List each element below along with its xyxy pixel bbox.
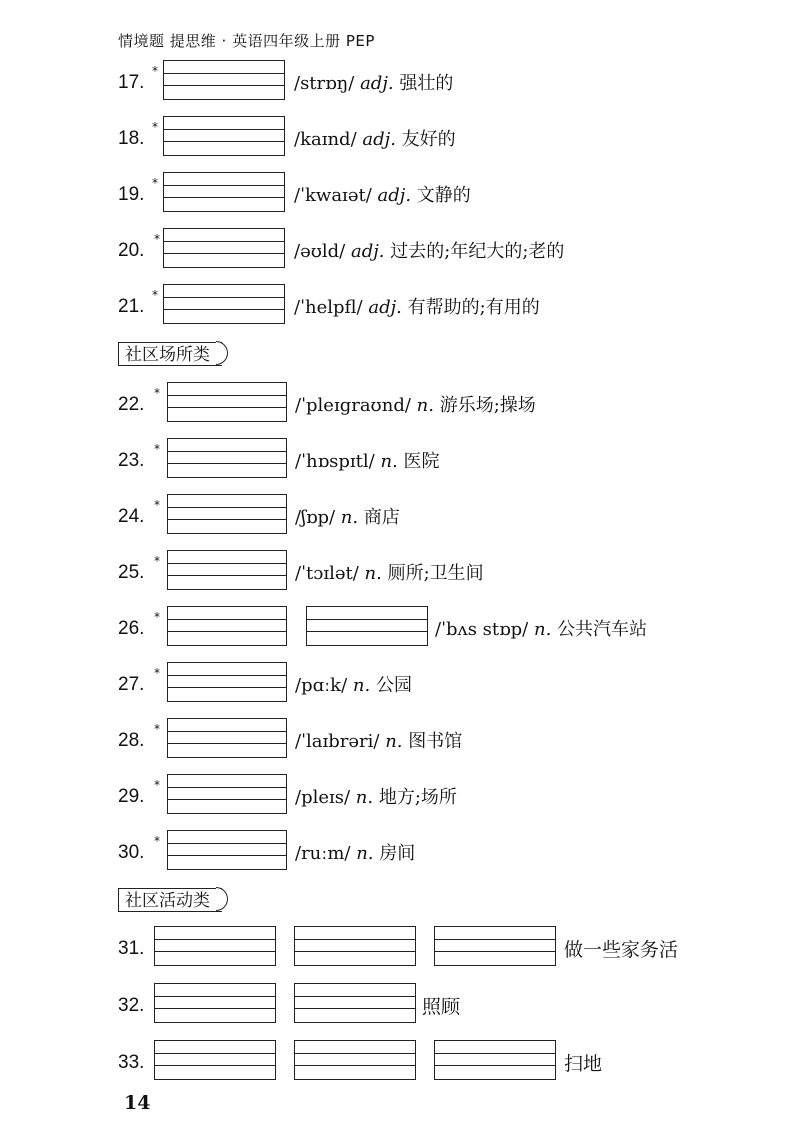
definition: /ˈlaɪbrəri/ n. 图书馆	[295, 731, 463, 752]
item-number: 17.	[118, 72, 145, 93]
star-mark: *	[154, 232, 160, 246]
star-mark: *	[154, 554, 160, 568]
answer-box[interactable]	[154, 983, 276, 1023]
definition: /ruːm/ n. 房间	[295, 843, 416, 864]
vocab-item-24	[0, 494, 800, 540]
item-number: 21.	[118, 296, 145, 317]
category-community-places: 社区场所类	[118, 342, 222, 366]
star-mark: *	[152, 64, 158, 78]
item-number: 30.	[118, 842, 145, 863]
item-number: 22.	[118, 394, 145, 415]
star-mark: *	[154, 722, 160, 736]
item-number: 29.	[118, 786, 145, 807]
star-mark: *	[152, 176, 158, 190]
answer-box[interactable]	[154, 1040, 276, 1080]
vocab-item-25	[0, 550, 800, 596]
star-mark: *	[152, 120, 158, 134]
answer-box[interactable]	[294, 983, 416, 1023]
answer-box[interactable]	[163, 284, 285, 324]
answer-box[interactable]	[167, 606, 287, 646]
vocab-item-17	[0, 60, 800, 106]
page-header: 情境题 提思维 · 英语四年级上册 PEP	[118, 32, 375, 50]
vocab-item-23	[0, 438, 800, 484]
answer-box[interactable]	[163, 228, 285, 268]
answer-box[interactable]	[167, 550, 287, 590]
vocab-item-30	[0, 830, 800, 876]
phrase-item-31	[0, 926, 800, 972]
vocab-item-29	[0, 774, 800, 820]
item-number: 24.	[118, 506, 145, 527]
answer-box[interactable]	[434, 1040, 556, 1080]
star-mark: *	[154, 386, 160, 400]
answer-box[interactable]	[167, 438, 287, 478]
meaning: 扫地	[564, 1053, 603, 1075]
phrase-item-33	[0, 1040, 800, 1086]
definition: /ˈkwaɪət/ adj. 文静的	[294, 185, 471, 206]
definition: /ˈtɔɪlət/ n. 厕所;卫生间	[295, 563, 484, 584]
definition: /ˈbʌs stɒp/ n. 公共汽车站	[435, 619, 648, 640]
answer-box[interactable]	[163, 116, 285, 156]
meaning: 照顾	[422, 996, 461, 1018]
item-number: 27.	[118, 674, 145, 695]
item-number: 28.	[118, 730, 145, 751]
star-mark: *	[154, 442, 160, 456]
page-number: 14	[124, 1092, 151, 1114]
answer-box[interactable]	[294, 1040, 416, 1080]
star-mark: *	[152, 288, 158, 302]
definition: /ˈhɒspɪtl/ n. 医院	[295, 451, 440, 472]
category-community-activities: 社区活动类	[118, 888, 222, 912]
vocab-item-22	[0, 382, 800, 428]
star-mark: *	[154, 834, 160, 848]
star-mark: *	[154, 610, 160, 624]
definition: /strɒŋ/ adj. 强壮的	[294, 73, 454, 94]
definition: /ˈhelpfl/ adj. 有帮助的;有用的	[294, 297, 540, 318]
answer-box[interactable]	[163, 60, 285, 100]
definition: /pleɪs/ n. 地方;场所	[295, 787, 457, 808]
vocab-item-20	[0, 228, 800, 274]
answer-box[interactable]	[167, 830, 287, 870]
item-number: 20.	[118, 240, 145, 261]
item-number: 25.	[118, 562, 145, 583]
answer-box[interactable]	[167, 774, 287, 814]
definition: /pɑːk/ n. 公园	[295, 675, 412, 696]
vocab-item-19	[0, 172, 800, 218]
vocab-item-27	[0, 662, 800, 708]
phrase-item-32	[0, 983, 800, 1029]
item-number: 18.	[118, 128, 145, 149]
vocab-item-21	[0, 284, 800, 330]
answer-box[interactable]	[294, 926, 416, 966]
item-number: 26.	[118, 618, 145, 639]
item-number: 32.	[118, 995, 145, 1016]
definition: /ˈpleɪgraʊnd/ n. 游乐场;操场	[295, 395, 536, 416]
answer-box[interactable]	[167, 718, 287, 758]
star-mark: *	[154, 666, 160, 680]
answer-box[interactable]	[167, 662, 287, 702]
vocab-item-18	[0, 116, 800, 162]
answer-box[interactable]	[163, 172, 285, 212]
answer-box[interactable]	[434, 926, 556, 966]
answer-box[interactable]	[167, 382, 287, 422]
meaning: 做一些家务活	[564, 939, 679, 961]
star-mark: *	[154, 498, 160, 512]
answer-box[interactable]	[306, 606, 428, 646]
definition: /əʊld/ adj. 过去的;年纪大的;老的	[294, 241, 565, 262]
answer-box[interactable]	[154, 926, 276, 966]
star-mark: *	[154, 778, 160, 792]
item-number: 19.	[118, 184, 145, 205]
item-number: 31.	[118, 938, 145, 959]
item-number: 33.	[118, 1052, 145, 1073]
answer-box[interactable]	[167, 494, 287, 534]
item-number: 23.	[118, 450, 145, 471]
vocab-item-28	[0, 718, 800, 764]
definition: /kaɪnd/ adj. 友好的	[294, 129, 456, 150]
definition: /ʃɒp/ n. 商店	[295, 507, 400, 528]
vocab-item-26	[0, 606, 800, 652]
